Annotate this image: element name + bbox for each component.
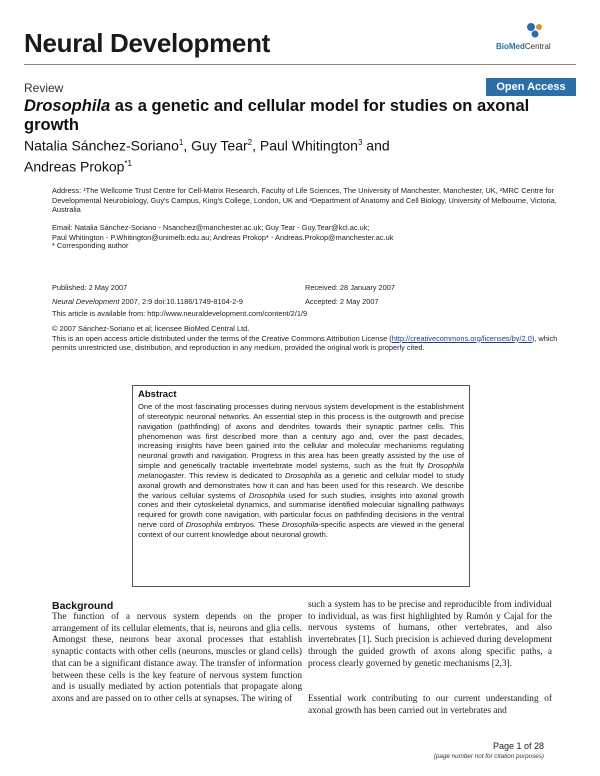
abstract-part: -specific aspects are viewed in the general context of our current knowledge about neuronal growth.: [138, 520, 464, 539]
body-right-column-paragraph: Essential work contributing to our current understanding of axonal growth has been carried out in vertebrates and: [308, 694, 552, 716]
article-url[interactable]: This article is available from: http://www.neuraldevelopment.com/content/2/1/9: [52, 309, 308, 318]
abstract-italic: Drosophila melanogaster: [138, 461, 464, 480]
abstract-part: . This review is dedicated to: [184, 470, 286, 480]
published-date: Published: 2 May 2007: [52, 283, 128, 292]
author-affiliation: 2: [247, 138, 253, 147]
biomed-logo-text: [496, 42, 551, 51]
citation-line: [52, 297, 292, 307]
abstract-italic: Drosophila: [285, 470, 322, 480]
author-name: Paul Whitington: [259, 137, 358, 154]
abstract-italic: Drosophila: [281, 520, 319, 530]
abstract-part: One of the most fascinating processes during nervous system development is the establishment of stereotypic neuronal networks. An essential step in this process is the outgrowth and precise navigation (pathfinding) of axons and dendrites towards their synaptic partner cells. This phenomenon was first described more than a century ago and, over the past decades, increasing insights have been gained into the cellular and molecular mechanisms regulating neuronal growth and navigation. Progress in this area has been greatly assisted by the use of simple and genetically tractable invertebrate model systems, such as the fruit fly: [138, 402, 464, 471]
article-title: [24, 97, 574, 135]
author-list: [24, 134, 574, 175]
header-divider: [24, 64, 576, 65]
abstract-italic: Drosophila: [185, 520, 223, 530]
biomed-logo-icon: [526, 22, 544, 38]
author-name: Natalia Sánchez-Soriano: [24, 137, 179, 154]
body-left-column: The function of a nervous system depends on the proper arrangement of its cellular elements, that is, neurons and glia cells. Amongst these, neurons bear axonal processes that establish synaptic contacts with other cells (neurons, muscles or gland cells) that can be a significant distance away. The transfer of information between these cells is the key feature of nervous system function and is usually mediated by action potentials that propagate along axons and are passed on to other cells at synapses. The wiring of: [52, 612, 302, 704]
title-italic: Drosophila: [24, 97, 111, 115]
author-affiliation: 3: [357, 138, 363, 147]
publication-dates: [305, 283, 545, 306]
received-date: Received: 28 January 2007: [305, 283, 395, 292]
open-access-badge: Open Access: [486, 78, 576, 96]
license-after: ), which permits unrestricted use, distribution, and reproduction in any medium, provided the original work is properly cited.: [52, 333, 558, 353]
author-name: Andreas Prokop: [24, 158, 125, 175]
abstract-part: used for such studies, insights into axonal growth cones and their cytoskeletal dynamics, and summarise identified molecular signalling pathways required for growth cone navigation, with particular focus on pathfinding decisions in the ventral nerve cord of: [138, 490, 464, 530]
affiliation-address: Address: ¹The Wellcome Trust Centre for Cell-Matrix Research, Faculty of Life Sciences, The University of Manchester, Manchester, UK, ²MRC Centre for Developmental Neurobiology, Guy's Campus, King's College, London, UK and ³Department of Anatomy and Cell Biology, University of Melbourne, Victoria, Australia: [52, 186, 557, 215]
abstract-italic: Drosophila: [248, 490, 286, 500]
journal-title: Neural Development: [24, 28, 271, 58]
logo-brand: BioMed: [496, 42, 525, 51]
copyright-line: © 2007 Sánchez-Soriano et al; licensee BioMed Central Ltd.: [52, 324, 250, 333]
email-line: Paul Whitington - P.Whitington@unimelb.edu.au; Andreas Prokop* - Andreas.Prokop@manchester.ac.uk: [52, 232, 394, 242]
citation-rest: 2007, 2:9 doi:10.1186/1749-8104-2-9: [119, 296, 243, 306]
license-link[interactable]: http://creativecommons.org/licenses/by/2.0: [391, 333, 532, 343]
author-affiliation: *1: [124, 158, 132, 168]
biomed-central-logo[interactable]: [496, 22, 566, 52]
email-block: [52, 223, 572, 242]
email-line: Email: Natalia Sánchez-Soriano - Nsanchez@manchester.ac.uk; Guy Tear - Guy.Tear@kcl.ac.uk;: [52, 223, 370, 232]
abstract-heading: Abstract: [138, 389, 177, 400]
accepted-date: Accepted: 2 May 2007: [305, 296, 379, 306]
license-before: This is an open access article distributed under the terms of the Creative Commons Attribution License (: [52, 333, 392, 343]
background-heading: Background: [52, 600, 114, 612]
body-right-column-paragraph: such a system has to be precise and reproducible from individual to individual, as was first highlighted by Ramón y Cajal for the nervous systems of humans, other vertebrates, and also invertebrates [1]. Such precision is achieved during development through the guided growth of axons along specific paths, a process clearly governed by genetic mechanisms [2,3].: [308, 600, 552, 669]
abstract-part: as a genetic and cellular model to study axonal growth and demonstrates how it can and has been used for this research. We describe the various cellular systems of: [138, 470, 464, 500]
page-number-note: (page number not for citation purposes): [433, 753, 544, 760]
author-separator: and: [362, 137, 390, 154]
abstract-text: [138, 402, 464, 540]
author-name: Guy Tear: [191, 137, 248, 154]
corresponding-author-note: * Corresponding author: [52, 241, 129, 250]
author-affiliation: 1: [178, 138, 184, 147]
article-type: Review: [24, 81, 64, 95]
publication-info: [52, 283, 292, 306]
citation-journal: Neural Development: [52, 296, 120, 306]
author-separator: ,: [183, 137, 192, 154]
license-text: [52, 334, 572, 353]
title-rest: as a genetic and cellular model for studies on axonal growth: [24, 97, 530, 134]
author-separator: ,: [252, 137, 260, 154]
abstract-part: embryos. These: [222, 520, 282, 530]
license-block: [52, 324, 572, 353]
page-number: Page 1 of 28: [492, 741, 544, 751]
logo-suffix: Central: [524, 42, 551, 51]
